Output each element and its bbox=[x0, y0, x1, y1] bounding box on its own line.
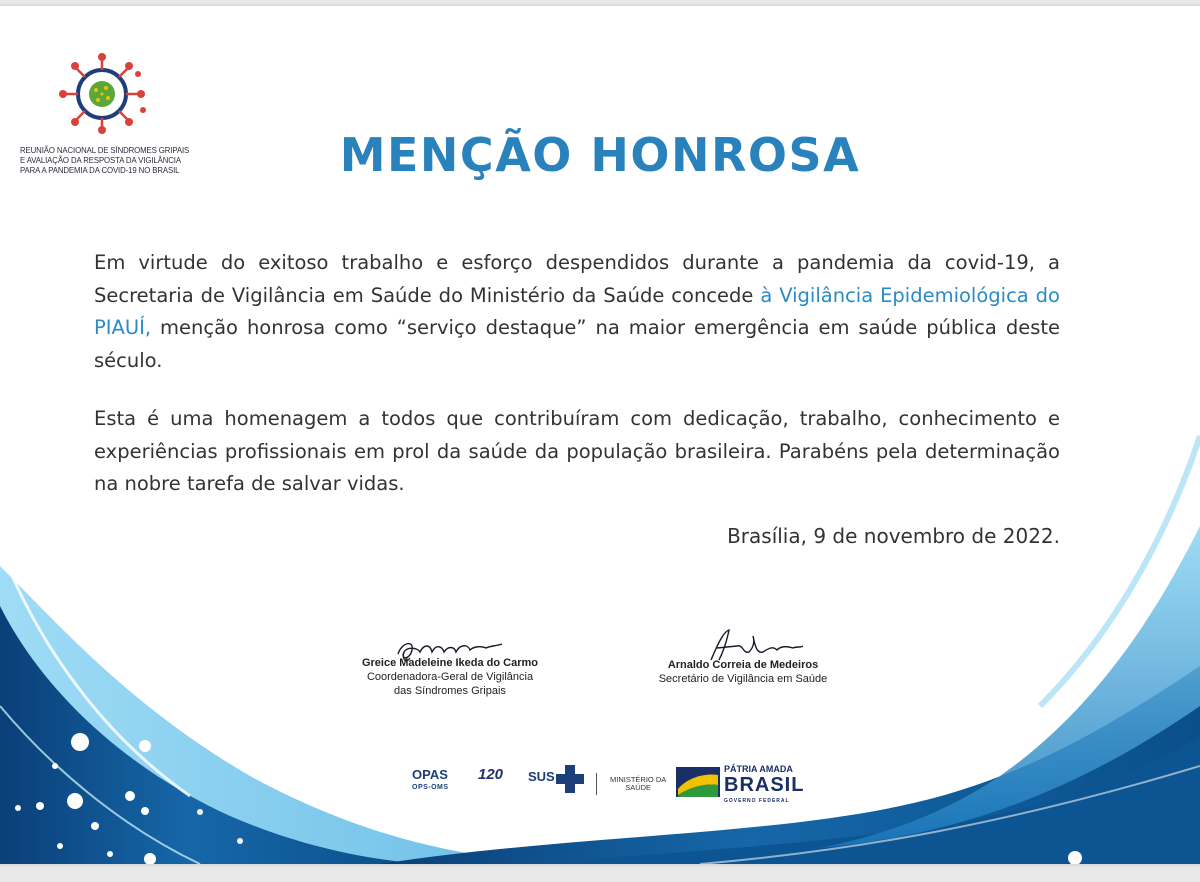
svg-text:Gréicelleno: Gréicelleno bbox=[390, 634, 396, 635]
signatory-name: Greice Madeleine Ikeda do Carmo bbox=[361, 657, 539, 669]
logo-divider bbox=[596, 773, 597, 795]
brasil-main: BRASIL bbox=[724, 774, 805, 796]
signature-block-secretary bbox=[628, 626, 858, 686]
partner-logos bbox=[408, 763, 808, 803]
sus-logo: SUS bbox=[528, 769, 555, 784]
certificate-sheet bbox=[0, 6, 1200, 864]
ministerio-saude-logo bbox=[610, 776, 666, 792]
virus-icon bbox=[58, 48, 154, 134]
patria-amada-brasil-logo bbox=[724, 763, 804, 807]
honoree-highlight: à Vigilância Epidemiológica do PIAUÍ, bbox=[94, 283, 1060, 339]
brasil-flag-icon bbox=[676, 767, 720, 797]
paragraph-citation bbox=[94, 247, 1060, 377]
opas-label: OPAS bbox=[412, 767, 448, 782]
signatory-role: das Síndromes Gripais bbox=[394, 685, 506, 697]
citation-text: Em virtude do exitoso trabalho e esforço despendidos durante a pandemia da covid-19, a Secretaria de Vigilância em Saúde do Ministério da Saúde concede bbox=[94, 251, 1060, 307]
signatory-role: Secretário de Vigilância em Saúde bbox=[658, 673, 828, 685]
citation-text-end: menção honrosa como “serviço destaque” na maior emergência em saúde pública deste século. bbox=[94, 316, 1060, 372]
signatory-name: Arnaldo Correia de Medeiros bbox=[667, 659, 819, 671]
brasil-bottom: GOVERNO FEDERAL bbox=[724, 798, 790, 804]
signatory-role: Coordenadora-Geral de Vigilância bbox=[366, 671, 534, 683]
caption-line: PARA A PANDEMIA DA COVID-19 NO BRASIL bbox=[20, 166, 180, 175]
certificate-title: MENÇÃO HONROSA bbox=[339, 128, 861, 182]
ministerio-line: MINISTÉRIO DA bbox=[610, 775, 667, 784]
sus-120-logo: 120 bbox=[478, 766, 504, 783]
place-date: Brasília, 9 de novembro de 2022. bbox=[727, 524, 1060, 548]
opas-sub: OPS-OMS bbox=[412, 784, 449, 791]
paragraph-homage: Esta é uma homenagem a todos que contribuíram com dedicação, trabalho, conhecimento e experiências profissionais em prol da saúde da população brasileira. Parabéns pela determinação na nobre tarefa de salvar vidas. bbox=[94, 407, 1060, 495]
ministerio-line: SAÚDE bbox=[625, 783, 652, 792]
caption-line: REUNIÃO NACIONAL DE SÍNDROMES GRIPAIS bbox=[20, 146, 190, 155]
sus-cross-icon bbox=[556, 765, 584, 793]
caption-line: E AVALIAÇÃO DA RESPOSTA DA VIGILÂNCIA bbox=[20, 156, 181, 165]
signature-block-coordinator bbox=[330, 634, 570, 698]
brasil-top: PÁTRIA AMADA bbox=[724, 764, 793, 774]
opas-logo bbox=[412, 768, 449, 794]
svg-text:Ahdeu: Ahdeu bbox=[683, 626, 686, 627]
